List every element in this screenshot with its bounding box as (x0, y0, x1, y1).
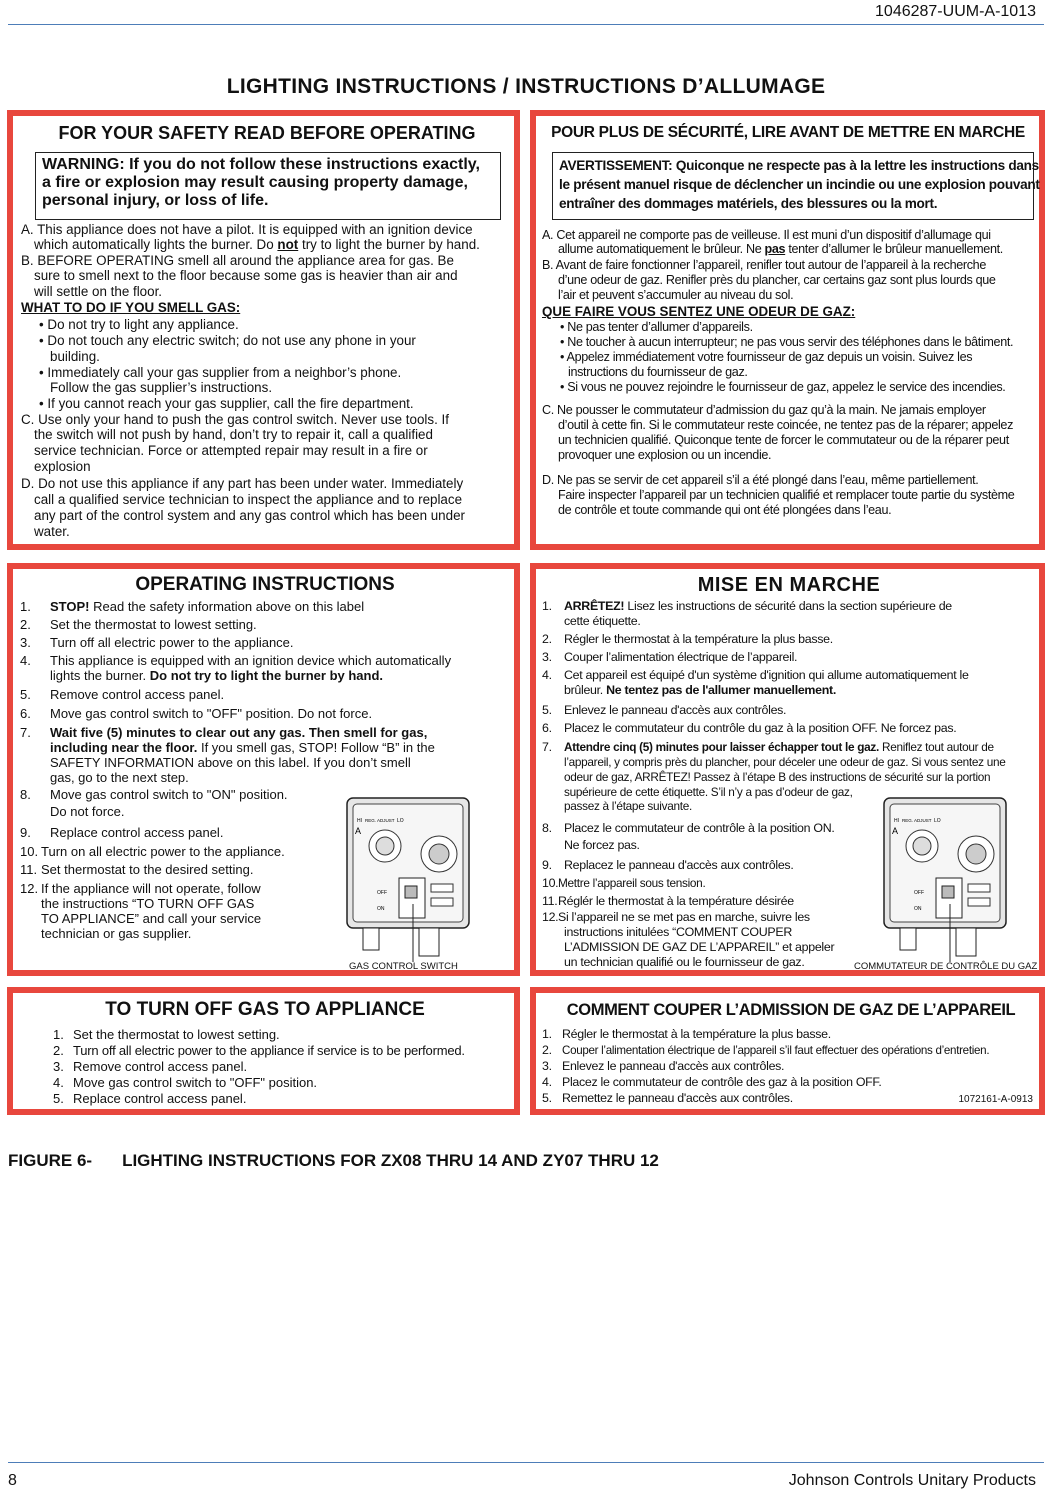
text-line: explosion (34, 459, 91, 474)
doc-code: 1046287-UUM-A-1013 (875, 3, 1036, 20)
step-number: 5. (542, 703, 552, 717)
page-number: 8 (8, 1472, 17, 1489)
text-line: de contrôle et toute commande qui ont été plongées dans l’eau. (558, 503, 892, 517)
step-number: 12. (20, 881, 39, 896)
bullet-item: • Do not try to light any appliance. (39, 317, 239, 332)
text-line: Move gas control switch to "ON" position. (50, 787, 288, 802)
text-line: call a qualified service technician to inspect the appliance and to replace (34, 492, 463, 507)
text-line: Set the thermostat to lowest setting. (50, 617, 257, 632)
text-line: Réglér le thermostat à la température désirée (558, 894, 794, 908)
text-span: Do not try to light the burner by hand. (149, 668, 384, 683)
text-line (50, 599, 364, 614)
text-line: Placez le commutateur du contrôle du gaz à la position OFF. Ne forcez pas. (564, 721, 957, 735)
turnoff-panel-fr (530, 987, 1045, 1115)
valve-marking: REG. ADJUST (902, 818, 932, 823)
step-number: 5. (53, 1091, 64, 1106)
text-line: Wait five (5) minutes to clear out any gas. Then smell for gas, (50, 725, 428, 740)
text-line: Turn off all electric power to the appliance. (50, 635, 294, 650)
text-line: Si l’appareil ne se met pas en marche, suivre les (558, 910, 810, 924)
figure-caption (8, 1151, 659, 1171)
text-line: Replacez le panneau d'accès aux contrôles. (564, 858, 794, 872)
step-number: 10. (542, 876, 559, 890)
step-number: 8. (20, 787, 31, 802)
text-line: cette étiquette. (564, 614, 641, 628)
text-line: Remettez le panneau d'accès aux contrôles. (562, 1091, 793, 1105)
header-rule (8, 24, 1044, 25)
text-line: l’air et peuvent s’accumuler au niveau du sol. (558, 288, 794, 302)
step-number: 1. (53, 1027, 64, 1042)
text-line: Remove control access panel. (73, 1059, 248, 1074)
safety-panel-en (7, 110, 520, 550)
valve-marking: OFF (914, 890, 924, 896)
step-number: 4. (53, 1075, 64, 1090)
text-line: Move gas control switch to "OFF" position. (73, 1075, 318, 1090)
valve-marking: A (355, 826, 362, 836)
warning-line: AVERTISSEMENT: Quiconque ne respecte pas à la lettre les instructions dans (559, 158, 1039, 173)
text-span: STOP! (50, 599, 90, 614)
warning-line: WARNING: If you do not follow these instructions exactly, (42, 156, 480, 173)
text-span: including near the floor. (50, 740, 198, 755)
step-number: 3. (542, 650, 552, 664)
warning-box-fr (552, 152, 1040, 220)
text-line: building. (50, 349, 100, 364)
operating-title-fr: MISE EN MARCHE (682, 572, 896, 598)
text-line: d’outil à cette fin. Si le commutateur reste coincée, ne tentez pas de la réparer; appelez (558, 418, 1014, 432)
safety-title-fr: POUR PLUS DE SÉCURITÉ, LIRE AVANT DE METTRE EN MARCHE (550, 120, 1026, 146)
text-line: instructions initulées “COMMENT COUPER (564, 925, 792, 939)
text-line: Faire inspecter l’appareil par un technicien qualifié et remplacer toute partie du système (558, 488, 1015, 502)
text-line: Replace control access panel. (73, 1091, 247, 1106)
text-line: Couper l’alimentation électrique de l’appareil s’il faut effectuer des opérations d’entretien. (562, 1044, 990, 1057)
figure-label: FIGURE 6- (8, 1151, 93, 1170)
step-number: 1. (542, 599, 552, 613)
text-line (564, 683, 836, 698)
text-line: Enlevez le panneau d'accès aux contrôles. (564, 703, 787, 717)
text-span: not (277, 237, 299, 252)
subheading: WHAT TO DO IF YOU SMELL GAS: (21, 300, 241, 315)
text-line: Régler le thermostat à la température la plus basse. (562, 1027, 831, 1041)
valve-marking: HI (894, 818, 899, 824)
text-span: Ne tentez pas de l'allumer manuellement. (606, 683, 836, 697)
step-number: 5. (20, 687, 31, 702)
step-number: 2. (542, 1043, 552, 1057)
text-line: odeur de gaz, ARRÊTEZ! Passez à l’étape B des instructions de sécurité sur la portion (564, 770, 991, 784)
text-line: Follow the gas supplier’s instructions. (50, 380, 273, 395)
text-line: Placez le commutateur de contrôle des gaz à la position OFF. (562, 1075, 882, 1089)
text-line: un technicien qualifié. Quiconque tente de forcer le commutateur ou de la réparer peut (558, 433, 1009, 447)
bullet-item: • Do not touch any electric switch; do not use any phone in your (39, 333, 416, 348)
text-line: L’ADMISSION DE GAZ DE L’APPAREIL” et appeler (564, 940, 835, 954)
bullet-item: • Immediately call your gas supplier from a neighbor’s phone. (39, 365, 402, 380)
text-span: allume automatiquement le brûleur. Ne (558, 242, 762, 256)
step-number: 5. (542, 1091, 552, 1105)
text-line: TO APPLIANCE” and call your service (41, 911, 262, 926)
step-number: 11. (20, 862, 38, 877)
text-line: C. Ne pousser le commutateur d’admission du gaz qu’à la main. Ne jamais employer (542, 403, 986, 417)
step-number: 1. (542, 1027, 552, 1041)
text-line: B. Avant de faire fonctionner l’appareil, renifler tout autour de l’appareil à la recherche (542, 258, 986, 272)
text-line: passez à l’étape suivante. (564, 799, 692, 813)
step-number: 3. (53, 1059, 64, 1074)
text-span: Lisez les instructions de sécurité dans la section supérieure de (627, 599, 952, 613)
text-line (558, 242, 1003, 257)
step-number: 2. (20, 617, 31, 632)
step-number: 11. (542, 894, 558, 908)
valve-marking: LO (397, 818, 404, 824)
text-line: Enlevez le panneau d'accès aux contrôles. (562, 1059, 785, 1073)
text-span: which automatically lights the burner. Do (34, 237, 274, 252)
text-line: service technician. Force or attempted repair may result in a fire or (34, 443, 428, 458)
operating-panel-fr (530, 563, 1045, 976)
text-line: Régler le thermostat à la température la plus basse. (564, 632, 833, 646)
step-number: 9. (542, 858, 552, 872)
text-line: If the appliance will not operate, follow (41, 881, 261, 896)
text-line: Turn on all electric power to the appliance. (41, 844, 285, 859)
text-line: Placez le commutateur de contrôle à la position ON. (564, 821, 835, 835)
text-line: Remove control access panel. (50, 687, 225, 702)
text-line: B. BEFORE OPERATING smell all around the appliance area for gas. Be (21, 253, 454, 268)
step-number: 3. (20, 635, 31, 650)
operating-panel-en (7, 563, 520, 976)
bullet-item: • If you cannot reach your gas supplier, call the fire department. (39, 396, 414, 411)
text-line: any part of the control system and any gas control which has been under (34, 508, 465, 523)
step-number: 9. (20, 825, 31, 840)
valve-marking: HI (357, 818, 362, 824)
step-number: 6. (542, 721, 552, 735)
step-number: 2. (542, 632, 552, 646)
text-line: the switch will not push by hand, don’t try to repair it, call a qualified (34, 427, 433, 442)
turnoff-title-en: TO TURN OFF GAS TO APPLIANCE (85, 996, 445, 1024)
company-name: Johnson Controls Unitary Products (788, 1472, 1036, 1489)
part-number: 1072161-A-0913 (958, 1094, 1033, 1105)
text-line: sure to smell next to the floor because some gas is heavier than air and (34, 268, 458, 283)
text-line: d’une odeur de gaz. Renifler près du plancher, car certains gaz sont plus lourds que (558, 273, 996, 287)
step-number: 7. (542, 740, 552, 754)
text-span: Reniflez tout autour de (881, 740, 994, 754)
safety-panel-fr (530, 110, 1045, 550)
step-number: 6. (20, 706, 31, 721)
valve-caption-fr: COMMUTATEUR DE CONTRÔLE DU GAZ (854, 961, 1038, 972)
step-number: 1. (20, 599, 31, 614)
text-line: D. Ne pas se servir de cet appareil s’il a été plongé dans l’eau, même partiellement. (542, 473, 979, 487)
figure-title: LIGHTING INSTRUCTIONS FOR ZX08 THRU 14 AND ZY07 THRU 12 (122, 1151, 659, 1170)
text-span: lights the burner. (50, 668, 147, 683)
valve-marking: REG. ADJUST (365, 818, 395, 823)
bullet-item: • Ne pas tenter d’allumer d’appareils. (560, 320, 753, 334)
text-line (34, 237, 480, 253)
text-line: un technician qualifié ou le fournisseur de gaz. (564, 955, 805, 969)
turnoff-panel-en (7, 987, 520, 1115)
text-span: ARRÊTEZ! (564, 599, 625, 613)
text-line: C. Use only your hand to push the gas control switch. Never use tools. If (21, 412, 449, 427)
valve-marking: OFF (377, 890, 387, 896)
text-line: Couper l’alimentation électrique de l’appareil. (564, 650, 798, 664)
bullet-item: • Appelez immédiatement votre fournisseur de gaz depuis un voisin. Suivez les (560, 350, 973, 364)
step-number: 12. (542, 910, 559, 924)
text-line: technician or gas supplier. (41, 926, 192, 941)
text-line: Ne forcez pas. (564, 838, 640, 852)
step-number: 10. (20, 844, 39, 859)
text-span: tenter d’allumer le brûleur manuellement. (788, 242, 1003, 256)
page-title: LIGHTING INSTRUCTIONS / INSTRUCTIONS D’ALLUMAGE (226, 75, 826, 98)
subheading: QUE FAIRE VOUS SENTEZ UNE ODEUR DE GAZ: (542, 304, 856, 319)
step-number: 4. (542, 1075, 552, 1089)
operating-title-en: OPERATING INSTRUCTIONS (119, 572, 411, 598)
valve-marking: LO (934, 818, 941, 824)
text-line: instructions du fournisseur de gaz. (568, 365, 748, 379)
warning-box-en (35, 152, 501, 220)
text-line: will settle on the floor. (34, 284, 163, 299)
text-line: A. Cet appareil ne comporte pas de veilleuse. Il est muni d’un dispositif d’allumage qui (542, 228, 991, 242)
step-number: 4. (542, 668, 552, 682)
text-line: Set thermostat to the desired setting. (41, 862, 254, 877)
warning-line: entraîner des dommages matériels, des blessures ou la mort. (559, 196, 938, 211)
text-line: This appliance is equipped with an ignition device which automatically (50, 653, 452, 668)
valve-marking: ON (914, 906, 922, 912)
valve-caption-en: GAS CONTROL SWITCH (349, 961, 458, 972)
text-line: water. (34, 524, 70, 539)
warning-line: le présent manuel risque de déclencher un incindie ou une explosion pouvant (559, 177, 1040, 192)
text-span: pas (764, 242, 786, 256)
warning-line: personal injury, or loss of life. (42, 192, 269, 209)
step-number: 7. (20, 725, 31, 740)
step-number: 2. (53, 1043, 64, 1058)
text-line: Do not force. (50, 804, 125, 819)
warning-line: a fire or explosion may result causing property damage, (42, 174, 468, 191)
text-line (564, 599, 952, 614)
text-span: try to light the burner by hand. (301, 237, 480, 252)
valve-marking: A (892, 826, 899, 836)
text-line: provoquer une explosion ou un incendie. (558, 448, 772, 462)
valve-marking: ON (377, 906, 385, 912)
text-line: D. Do not use this appliance if any part has been under water. Immediately (21, 476, 464, 491)
text-line: Mettre l’appareil sous tension. (558, 876, 706, 890)
footer-rule (8, 1462, 1044, 1463)
safety-title-en: FOR YOUR SAFETY READ BEFORE OPERATING (39, 120, 495, 146)
text-line: A. This appliance does not have a pilot. It is equipped with an ignition device (21, 222, 473, 237)
bullet-item: • Ne toucher à aucun interrupteur; ne pas vous servir des téléphones dans le bâtiment. (560, 335, 1014, 349)
text-line (50, 740, 435, 755)
gas-control-valve-diagram (880, 794, 1010, 964)
step-number: 8. (542, 821, 552, 835)
text-line: supérieure de cette étiquette. S’il n’y a pas d’odeur de gaz, (564, 785, 853, 799)
turnoff-title-fr: COMMENT COUPER L’ADMISSION DE GAZ DE L’APPAREIL (550, 996, 1032, 1024)
bullet-item: • Si vous ne pouvez rejoindre le fournisseur de gaz, appelez le service des incendies. (560, 380, 1006, 394)
step-number: 4. (20, 653, 31, 668)
text-line: Turn off all electric power to the appliance if service is to be performed. (73, 1043, 465, 1058)
text-span: Attendre cinq (5) minutes pour laisser échapper tout le gaz. (564, 740, 879, 754)
text-span: brûleur. (564, 683, 603, 697)
text-line: Cet appareil est équipé d'un système d'ignition qui allume automatiquement le (564, 668, 969, 682)
text-line: gas, go to the next step. (50, 770, 189, 785)
text-line: the instructions “TO TURN OFF GAS (41, 896, 255, 911)
text-span: If you smell gas, STOP! Follow “B” in the (200, 740, 435, 755)
text-line: SAFETY INFORMATION above on this label. If you don’t smell (50, 755, 411, 770)
text-line: l’appareil, y compris près du plancher, pour déceler une odeur de gaz. Si vous sentez une (564, 755, 1006, 769)
text-line: Set the thermostat to lowest setting. (73, 1027, 280, 1042)
text-line (50, 668, 383, 683)
text-line (564, 740, 994, 755)
text-line: Replace control access panel. (50, 825, 224, 840)
gas-control-valve-diagram (343, 794, 473, 964)
text-line: Move gas control switch to "OFF" position. Do not force. (50, 706, 373, 721)
text-span: Read the safety information above on this label (93, 599, 365, 614)
step-number: 3. (542, 1059, 552, 1073)
